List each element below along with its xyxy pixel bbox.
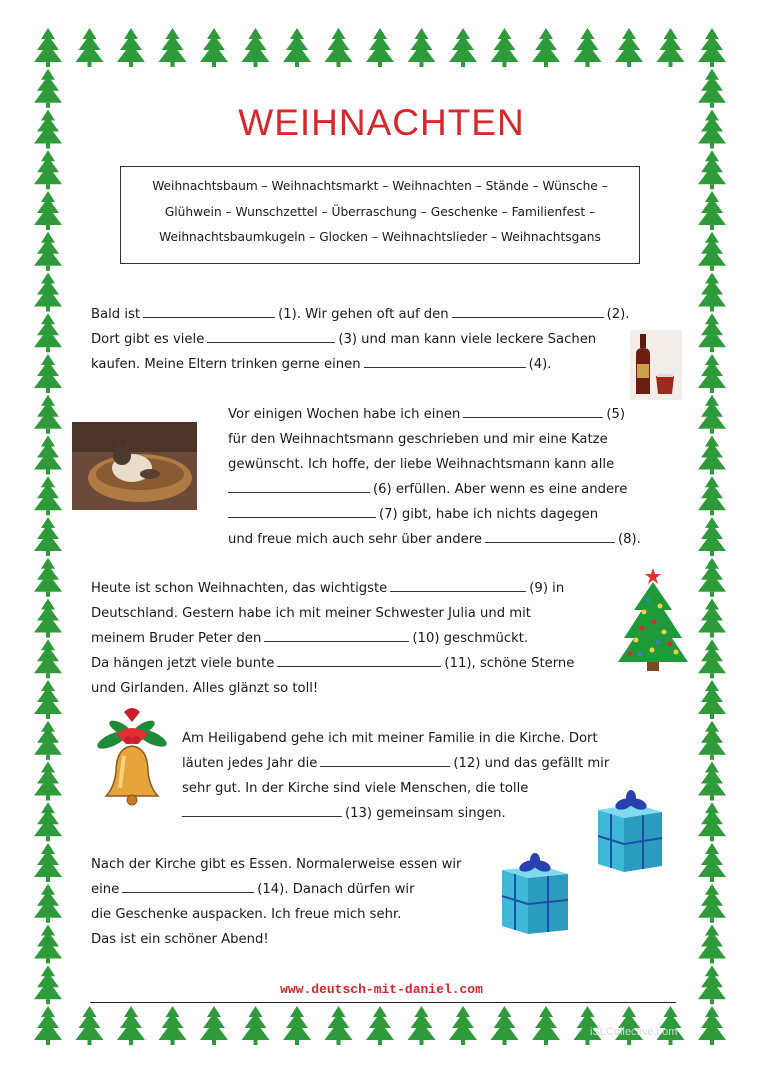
tree-icon [325,1006,353,1045]
text: läuten jedes Jahr die [182,756,318,771]
blank-2[interactable] [452,304,604,318]
tree-icon [200,1006,228,1045]
tree-icon [698,802,726,841]
tree-icon [117,1006,145,1045]
text: (9) in [529,581,565,596]
decorated-christmas-tree [614,562,692,674]
tree-icon [698,721,726,760]
text: Bald ist [91,307,141,322]
tree-icon [698,639,726,678]
blank-3[interactable] [207,329,335,343]
paragraph-5 [91,852,461,952]
footer-divider [90,1002,676,1003]
tree-icon [449,1006,477,1045]
text: (12) und das gefällt mir [453,756,610,771]
blank-9[interactable] [390,578,526,592]
cat-photo [72,422,197,510]
tree-icon [34,28,62,67]
tree-icon [34,639,62,678]
watermark: iSLCollective.com [590,1026,678,1038]
text: (5) [606,407,625,422]
page-title: WEIHNACHTEN [238,102,525,143]
tree-icon [698,273,726,312]
blank-12[interactable] [320,753,450,767]
tree-icon [698,884,726,923]
tree-icon [34,191,62,230]
tree-icon [366,1006,394,1045]
tree-icon [698,191,726,230]
tree-icon [698,558,726,597]
text: (10) geschmückt. [412,631,529,646]
text: meinem Bruder Peter den [91,631,262,646]
text: (4). [528,357,552,372]
tree-icon [698,925,726,964]
text: kaufen. Meine Eltern trinken gerne einen [91,357,361,372]
text: (2). [606,307,630,322]
tree-icon [159,28,187,67]
text: und freue mich auch sehr über andere [228,532,482,547]
paragraph-3 [91,576,574,701]
tree-icon [698,436,726,475]
tree-icon [698,313,726,352]
blank-4[interactable] [364,354,526,368]
text: (13) gemeinsam singen. [345,806,506,821]
website-link[interactable]: www.deutsch-mit-daniel.com [280,982,483,997]
text: (1). Wir gehen oft auf den [278,307,449,322]
tree-icon [34,558,62,597]
blank-5[interactable] [463,404,603,418]
tree-icon [34,354,62,393]
paragraph-2 [228,402,641,552]
blank-7[interactable] [228,504,376,518]
tree-icon [34,273,62,312]
text: (8). [617,532,641,547]
text: Das ist ein schöner Abend! [91,932,269,947]
text: (3) und man kann viele leckere Sachen [338,332,597,347]
tree-icon [698,232,726,271]
word-bank-line: Weihnachtsbaumkugeln – Glocken – Weihnachtslieder – Weihnachtsgans [159,230,601,244]
tree-icon [34,232,62,271]
text: Nach der Kirche gibt es Essen. Normalerweise essen wir [91,857,462,872]
tree-icon [698,1006,726,1045]
tree-icon [34,395,62,434]
gift-box-icon [498,852,572,938]
blank-1[interactable] [143,304,275,318]
tree-icon [408,28,436,67]
word-bank-line: Glühwein – Wunschzettel – Überraschung – Geschenke – Familienfest – [164,204,596,219]
text: für den Weihnachtsmann geschrieben und mir eine Katze [228,432,608,447]
blank-14[interactable] [122,879,254,893]
tree-icon [698,680,726,719]
tree-icon [615,28,643,67]
tree-icon [283,28,311,67]
tree-icon [34,1006,62,1045]
tree-icon [34,762,62,801]
tree-icon [283,1006,311,1045]
text: Am Heiligabend gehe ich mit meiner Familie in die Kirche. Dort [182,731,598,746]
text: und Girlanden. Alles glänzt so toll! [91,681,319,696]
tree-icon [698,517,726,556]
tree-icon [698,354,726,393]
tree-icon [698,395,726,434]
text: Dort gibt es viele [91,332,205,347]
tree-icon [698,150,726,189]
blank-10[interactable] [264,628,409,642]
tree-icon [34,802,62,841]
bell-with-holly [94,704,172,808]
tree-icon [532,28,560,67]
tree-icon [34,517,62,556]
tree-icon [491,28,519,67]
tree-icon [242,28,270,67]
blank-6[interactable] [228,479,370,493]
tree-icon [34,436,62,475]
tree-icon [698,762,726,801]
tree-icon [34,599,62,638]
tree-icon [34,884,62,923]
tree-icon [76,1006,104,1045]
text: gewünscht. Ich hoffe, der liebe Weihnachtsmann kann alle [228,457,615,472]
tree-icon [76,28,104,67]
tree-icon [159,1006,187,1045]
tree-icon [34,476,62,515]
tree-icon [34,925,62,964]
text: Heute ist schon Weihnachten, das wichtigste [91,581,388,596]
tree-icon [698,28,726,67]
text: sehr gut. In der Kirche sind viele Menschen, die tolle [182,781,529,796]
text: (11), schöne Sterne [444,656,575,671]
blank-11[interactable] [277,653,441,667]
tree-icon [117,28,145,67]
tree-icon [34,150,62,189]
tree-icon [698,476,726,515]
tree-icon [698,843,726,882]
text: Da hängen jetzt viele bunte [91,656,275,671]
text: (14). Danach dürfen wir [257,882,415,897]
text: (6) erfüllen. Aber wenn es eine andere [373,482,628,497]
tree-icon [325,28,353,67]
tree-icon [408,1006,436,1045]
paragraph-1 [91,302,630,377]
tree-icon [574,28,602,67]
text: eine [91,882,120,897]
tree-icon [34,680,62,719]
tree-icon [34,313,62,352]
paragraph-4 [182,726,609,826]
tree-icon [532,1006,560,1045]
word-bank-box [120,166,640,264]
tree-icon [242,1006,270,1045]
tree-icon [34,843,62,882]
tree-icon [34,721,62,760]
tree-icon [698,599,726,638]
text: Deutschland. Gestern habe ich mit meiner Schwester Julia und mit [91,606,531,621]
tree-icon [657,28,685,67]
text: die Geschenke auspacken. Ich freue mich sehr. [91,907,402,922]
gift-box-icon [594,788,666,876]
text: Vor einigen Wochen habe ich einen [228,407,461,422]
blank-13[interactable] [182,803,342,817]
blank-8[interactable] [485,529,615,543]
mulled-wine-photo [630,330,682,400]
tree-icon [491,1006,519,1045]
text: (7) gibt, habe ich nichts dagegen [379,507,599,522]
tree-icon [449,28,477,67]
tree-icon [200,28,228,67]
word-bank-line: Weihnachtsbaum – Weihnachtsmarkt – Weihnachten – Stände – Wünsche – [152,179,608,193]
tree-icon [366,28,394,67]
